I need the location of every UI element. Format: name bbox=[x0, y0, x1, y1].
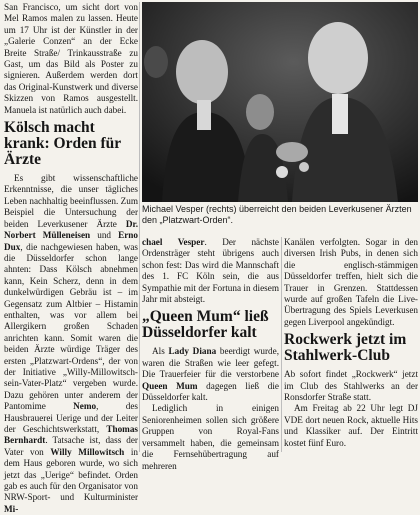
text: . Tatsache ist, dass der Vater von bbox=[4, 435, 138, 457]
person-name: Willy Millowitsch bbox=[50, 446, 125, 457]
headline-koelsch: Kölsch macht krank: Orden für Ärzte bbox=[4, 119, 121, 169]
column-divider bbox=[139, 2, 140, 452]
photo-image bbox=[142, 2, 418, 202]
text: , die nachgewiesen haben, was die Düsseldorfer schon lange ahnten: Dass Kölsch abnehmen kann, Kein Scherz, denn in dem dunkelwürdigen Gebräu ist – im Gegensatz zum Altbier – Histamin enthalten, was vor allem bei Allergikern großen Schaden anrichten kann. Somit waren die beiden Ärzte würdige Träger des ersten „Platzwart-Ordens“, der von der Initiative „Willy-Millowitsch-sein-Vater-Platz“ vergeben wurde. Dazu gehören unter anderem der Pantomime bbox=[4, 241, 138, 412]
text: beerdigt wurde, waren die Straßen wie leer gefegt. Die Trauerfeier für die verstorbene bbox=[142, 346, 280, 380]
article-koelsch-continuation bbox=[142, 237, 279, 305]
intro-paragraph: San Francisco, um sicht dort von Mel Ramos malen zu lassen. Heute um 17 Uhr ist der Künstler in der „Galerie Conzen“ an der Ecke Breite Straße/ Trinkausstraße zu Gast, um das Bild als Poster zu signieren. Außerdem werden dort das Original-Kunstwerk und diverse Skizzen von Ramos ausgestellt. Manuela ist natürlich auch dabei. bbox=[4, 2, 138, 115]
person-name: Nemo bbox=[73, 401, 97, 412]
person-name: Dr. Norbert Mülleneisen bbox=[4, 218, 138, 241]
article-rockwerk-body-2: Am Freitag ab 22 Uhr legt DJ VDE dort neuen Rock, aktuelle Hits und Klassiker auf. Der Eintritt kostet fünf Euro. bbox=[284, 403, 418, 448]
article-queen-mum-continuation: Kanälen verfolgten. Sogar in den diversen Irish Pubs, in denen sich die englisch-stämmigen Düsseldorfer treffen, hielt sich die Trauer in Grenzen. Stattdessen wurde auf großen Tafeln die Live-Übertragung des Spiels Leverkusen gegen Liverpool angekündigt. bbox=[284, 237, 418, 327]
photo-caption: Michael Vesper (rechts) überreicht den beiden Leverkusener Ärzten den „Platzwart-Orden“. bbox=[142, 204, 412, 225]
text: und bbox=[90, 230, 119, 241]
text: dagegen ließ die Düsseldorfer kalt. bbox=[142, 380, 279, 403]
person-name: chael Vesper bbox=[142, 237, 205, 247]
headline-rockwerk: Rockwerk jetzt im Stahlwerk-Club bbox=[284, 331, 407, 365]
article-koelsch-body bbox=[4, 173, 138, 515]
person-name: Lady Diana bbox=[168, 346, 217, 357]
person-name: Thomas Bernhardt bbox=[4, 424, 138, 446]
text: in dem Haus geboren wurde, wo sich jetzt das „Uerige“ befindet. Orden gab es auch für den Organisator von NRW-Sport- und Kulturminister bbox=[4, 446, 138, 503]
person-name: Mi- bbox=[4, 503, 19, 514]
column-1 bbox=[4, 2, 138, 515]
text: Als bbox=[152, 346, 169, 357]
article-queen-mum-body bbox=[142, 346, 279, 403]
column-3 bbox=[284, 237, 418, 449]
article-queen-mum-body-2: Lediglich in einigen Seniorenheimen sollen sich größere Gruppen von Royal-Fans versammelt haben, die gemeinsam die Fernsehübertragung auf mehreren bbox=[142, 403, 279, 471]
headline-queen-mum: „Queen Mum“ ließ Düsseldorfer kalt bbox=[142, 308, 269, 342]
person-name: Erno Dux bbox=[4, 230, 138, 252]
text: Es gibt wissenschaftliche Erkenntnisse, die unser tägliches Leben nachhaltig beeinflussen. Zum Beispiel die Untersuchung der beiden Leverkusener Ärzte bbox=[4, 173, 138, 229]
news-photo bbox=[142, 2, 418, 202]
article-rockwerk-body: Ab sofort findet „Rockwerk“ jetzt im Club des Stahlwerks an der Ronsdorfer Straße statt. bbox=[284, 369, 418, 403]
text: , des Hausbrauerei Uerige und der Leiter der Geschichtswerkstatt, bbox=[4, 401, 138, 434]
column-divider bbox=[281, 237, 282, 452]
text: . Der nächste Ordensträger steht übrigens auch schon fest: Das wird die Mannschaft des 1. FC Köln sein, die aus Sympathie mit der Fortuna in diesem Jahr mit absteigt. bbox=[142, 237, 279, 305]
person-name: Queen Mum bbox=[142, 380, 198, 391]
column-2 bbox=[142, 237, 279, 472]
